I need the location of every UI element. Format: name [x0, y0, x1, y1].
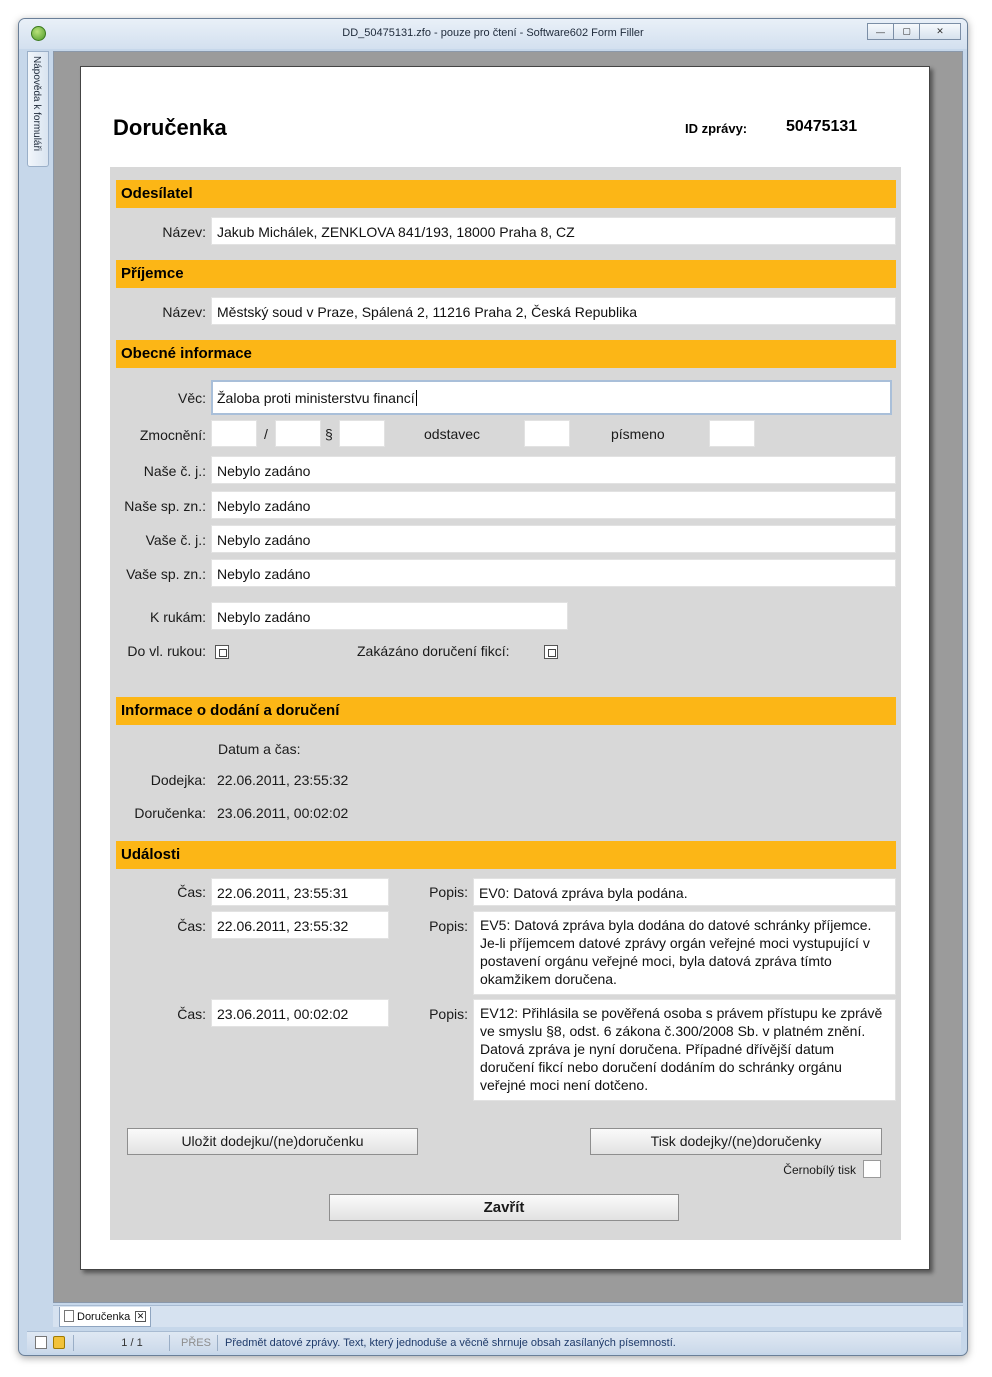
document-status-icon — [35, 1336, 47, 1349]
nase-cj-label: Naše č. j.: — [143, 463, 206, 479]
help-side-tab-label: Nápověda k formuláři — [31, 56, 42, 152]
status-bar — [27, 1331, 961, 1353]
k-rukam-label: K rukám: — [149, 609, 206, 625]
close-form-button[interactable]: Zavřít — [329, 1194, 679, 1221]
sender-name-field[interactable]: Jakub Michálek, ZENKLOVA 841/193, 18000 Praha 8, CZ — [211, 217, 896, 245]
window-controls — [868, 23, 961, 40]
odstavec-field[interactable] — [524, 420, 570, 447]
authorization-paragraph-field[interactable] — [339, 420, 385, 447]
event-time-label: Čas: — [177, 918, 206, 934]
pismeno-label: písmeno — [611, 426, 665, 442]
dorucenka-value: 23.06.2011, 00:02:02 — [217, 805, 349, 821]
recipient-name-field[interactable]: Městský soud v Praze, Spálená 2, 11216 Praha 2, Česká Republika — [211, 297, 896, 325]
recipient-name-label: Název: — [162, 304, 206, 320]
event-desc-field[interactable]: EV12: Přihlásila se pověřená osoba s právem přístupu ke zprávě ve smyslu §8, odst. 6 zákona č.300/2008 Sb. v platném znění. Datová zpráva je nyní doručena. Případné dřívější datum doručení fikcí nebo doručení dodáním do schránky orgánu veřejné moci není dotčeno. — [473, 999, 896, 1101]
authorization-law-year-field[interactable] — [275, 420, 321, 447]
paragraph-sign: § — [325, 426, 333, 442]
lock-icon — [53, 1336, 65, 1349]
do-vl-rukou-label: Do vl. rukou: — [127, 643, 206, 659]
event-desc-label: Popis: — [429, 1006, 468, 1022]
authorization-label: Zmocnění: — [139, 427, 206, 443]
subject-input[interactable] — [211, 380, 892, 415]
dodejka-value: 22.06.2011, 23:55:32 — [217, 772, 349, 788]
page-title: Doručenka — [113, 115, 227, 140]
page-indicator: 1 / 1 — [121, 1337, 143, 1349]
status-separator — [169, 1335, 170, 1351]
nase-spzn-field[interactable]: Nebylo zadáno — [211, 491, 896, 519]
nase-spzn-label: Naše sp. zn.: — [124, 498, 206, 514]
print-receipt-button[interactable]: Tisk dodejky/(ne)doručenky — [590, 1128, 882, 1155]
dorucenka-label: Doručenka: — [134, 805, 206, 821]
app-window — [18, 18, 968, 1356]
event-time-label: Čas: — [177, 884, 206, 900]
event-time-field[interactable]: 23.06.2011, 00:02:02 — [211, 999, 389, 1027]
section-header-events: Události — [116, 841, 896, 869]
save-receipt-button[interactable]: Uložit dodejku/(ne)doručenku — [127, 1128, 418, 1155]
event-desc-field[interactable]: EV0: Datová zpráva byla podána. — [473, 878, 896, 906]
datetime-header: Datum a čas: — [218, 741, 301, 757]
field-description: Předmět datové zprávy. Text, který jednoduše a věcně shrnuje obsah zasílaných písemností. — [225, 1337, 676, 1349]
vase-spzn-label: Vaše sp. zn.: — [126, 566, 206, 582]
event-time-label: Čas: — [177, 1006, 206, 1022]
help-side-tab[interactable] — [27, 51, 49, 167]
title-bar — [19, 19, 967, 49]
event-time-field[interactable]: 22.06.2011, 23:55:31 — [211, 878, 389, 906]
odstavec-label: odstavec — [424, 426, 481, 442]
do-vl-rukou-checkbox[interactable] — [215, 645, 229, 659]
bw-print-checkbox[interactable] — [863, 1160, 881, 1178]
zakazano-fikci-checkbox[interactable] — [544, 645, 558, 659]
event-desc-field[interactable]: EV5: Datová zpráva byla dodána do datové schránky příjemce. Je-li příjemcem datové zprávy orgán veřejné moci vystupující v postavení orgánu veřejné moci, byla datová zpráva tímto okamžikem doručena. — [473, 911, 896, 995]
dodejka-label: Dodejka: — [150, 772, 206, 788]
text-caret — [416, 390, 417, 406]
minimize-button[interactable]: — — [867, 23, 894, 40]
form-page — [80, 66, 930, 1270]
bw-print-label: Černobílý tisk — [783, 1163, 856, 1177]
window-title: DD_50475131.zfo - pouze pro čtení - Software602 Form Filler — [342, 27, 644, 39]
k-rukam-field[interactable]: Nebylo zadáno — [211, 602, 568, 630]
authorization-law-number-field[interactable] — [211, 420, 257, 447]
section-header-recipient: Příjemce — [116, 260, 896, 288]
message-id-value: 50475131 — [786, 118, 858, 135]
document-tab-bar — [53, 1305, 963, 1327]
document-icon — [64, 1310, 74, 1322]
section-header-general: Obecné informace — [116, 340, 896, 368]
zakazano-fikci-label: Zakázáno doručení fikcí: — [357, 643, 510, 659]
authorization-slash: / — [264, 426, 268, 442]
overwrite-mode-indicator: PŘES — [181, 1337, 211, 1349]
event-desc-label: Popis: — [429, 918, 468, 934]
status-separator — [217, 1335, 218, 1351]
document-tab[interactable] — [59, 1307, 151, 1327]
close-window-button[interactable]: ✕ — [919, 23, 961, 40]
vase-cj-label: Vaše č. j.: — [145, 532, 206, 548]
form-body — [110, 167, 901, 1240]
subject-label: Věc: — [177, 390, 206, 406]
section-header-sender: Odesílatel — [116, 180, 896, 208]
nase-cj-field[interactable]: Nebylo zadáno — [211, 456, 896, 484]
close-tab-icon[interactable]: ✕ — [136, 1311, 145, 1321]
status-separator — [73, 1335, 74, 1351]
pismeno-field[interactable] — [709, 420, 755, 447]
subject-value: Žaloba proti ministerstvu financí — [217, 390, 415, 406]
event-desc-label: Popis: — [429, 884, 468, 900]
message-id-label: ID zprávy: — [685, 121, 748, 136]
vase-cj-field[interactable]: Nebylo zadáno — [211, 525, 896, 553]
maximize-button[interactable]: ▢ — [893, 23, 920, 40]
section-header-delivery: Informace o dodání a doručení — [116, 697, 896, 725]
sender-name-label: Název: — [162, 224, 206, 240]
event-time-field[interactable]: 22.06.2011, 23:55:32 — [211, 911, 389, 939]
document-workspace — [53, 51, 963, 1303]
vase-spzn-field[interactable]: Nebylo zadáno — [211, 559, 896, 587]
document-tab-label: Doručenka — [77, 1311, 131, 1323]
